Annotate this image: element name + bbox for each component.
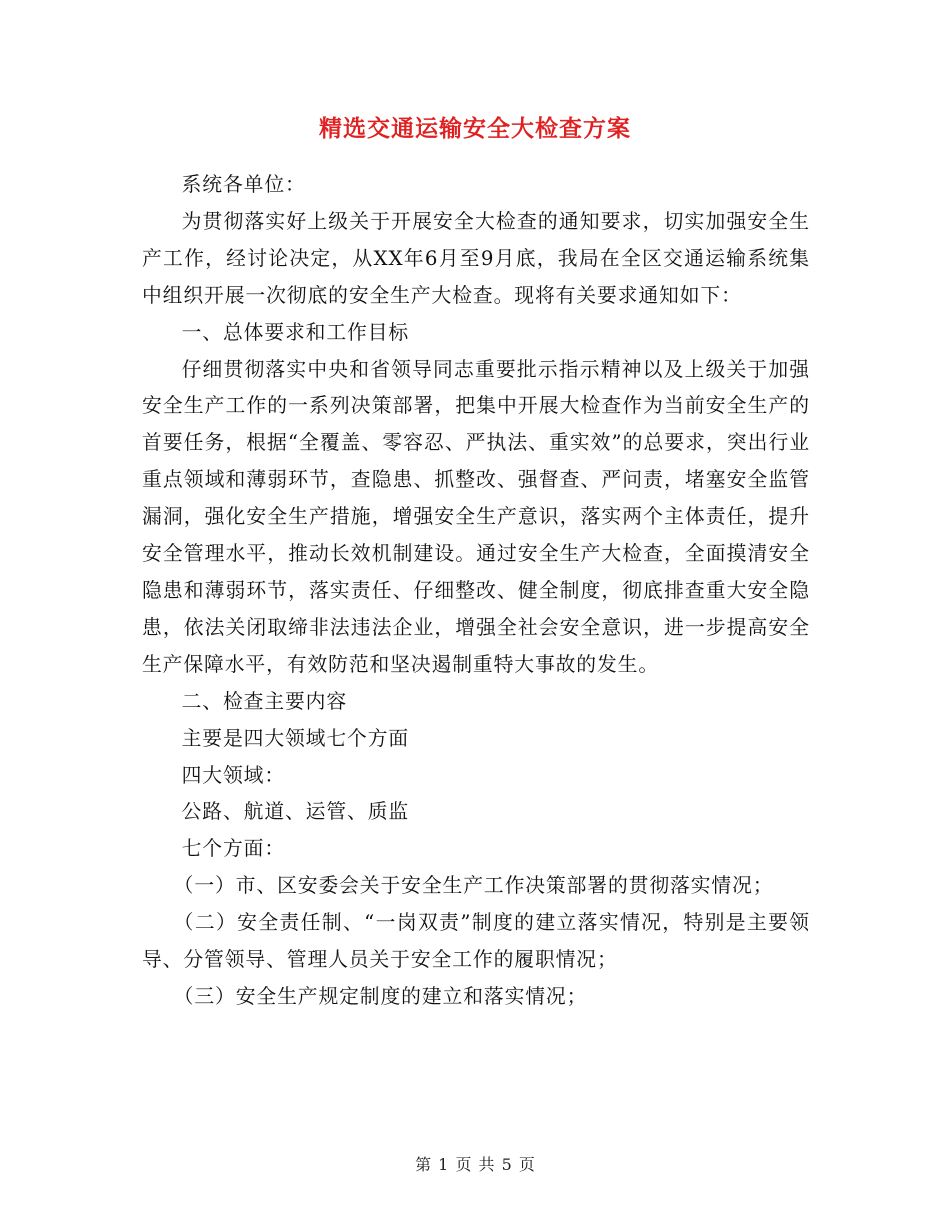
section-heading-1: 一、总体要求和工作目标 [181, 320, 410, 344]
section-heading-2: 二、检查主要内容 [181, 689, 348, 713]
subheading-seven-aspects: 七个方面： [181, 837, 286, 861]
page-number-footer: 第 1 页 共 5 页 [415, 1155, 535, 1174]
body-line: 主要是四大领域七个方面 [181, 726, 410, 750]
document-body [142, 167, 810, 1016]
body-line: 公路、航道、运管、质监 [181, 800, 410, 824]
list-item: （二）安全责任制、“一岗双责”制度的建立落实情况，特别是主要领导、分管领导、管理人员关于安全工作的履职情况； [142, 911, 810, 972]
intro-paragraph: 为贯彻落实好上级关于开展安全大检查的通知要求，切实加强安全生产工作，经讨论决定，从XX年6月至9月底，我局在全区交通运输系统集中组织开展一次彻底的安全生产大检查。现将有关要求通知如下： [142, 209, 810, 307]
body-paragraph: 仔细贯彻落实中央和省领导同志重要批示指示精神以及上级关于加强安全生产工作的一系列决策部署，把集中开展大检查作为当前安全生产的首要任务，根据“全覆盖、零容忍、严执法、重实效”的总要求，突出行业重点领域和薄弱环节，查隐患、抓整改、强督查、严问责，堵塞安全监管漏洞，强化安全生产措施，增强安全生产意识，落实两个主体责任，提升安全管理水平，推动长效机制建设。通过安全生产大检查，全面摸清安全隐患和薄弱环节，落实责任、仔细整改、健全制度，彻底排查重大安全隐患，依法关闭取缔非法违法企业，增强全社会安全意识，进一步提高安全生产保障水平，有效防范和坚决遏制重特大事故的发生。 [142, 357, 810, 676]
subheading-four-areas: 四大领域： [181, 763, 286, 787]
list-item: （三）安全生产规定制度的建立和落实情况； [173, 984, 588, 1008]
list-item: （一）市、区安委会关于安全生产工作决策部署的贯彻落实情况； [173, 874, 774, 898]
document-title: 精选交通运输安全大检查方案 [319, 115, 631, 142]
salutation: 系统各单位： [181, 173, 306, 196]
